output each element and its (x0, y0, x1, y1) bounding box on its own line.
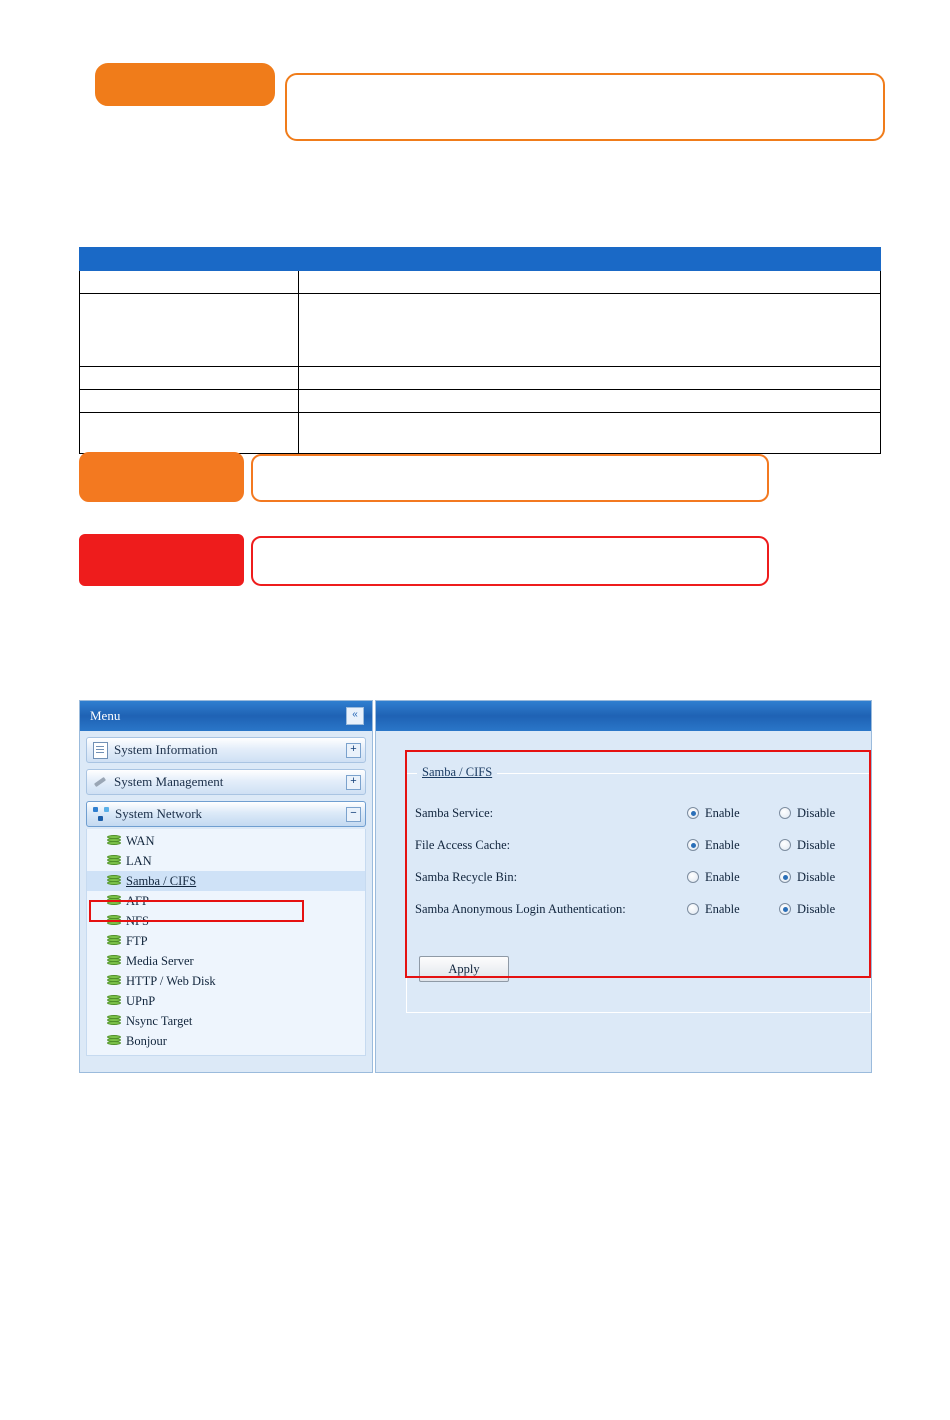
radio-icon[interactable] (687, 807, 699, 819)
setting-row-samba-anonymous-login (407, 898, 872, 920)
table-cell-value (299, 367, 881, 390)
callout-tab (79, 534, 244, 586)
sidebar-group-system-management[interactable] (86, 769, 366, 795)
sidebar-item-ftp[interactable] (87, 931, 365, 951)
disk-icon (107, 895, 121, 907)
disk-icon (107, 1035, 121, 1047)
menu-panel (79, 700, 373, 1073)
setting-label: Samba Recycle Bin: (415, 869, 518, 884)
radio-disable-file-access-cache[interactable] (779, 838, 835, 853)
sidebar-item-label: WAN (126, 833, 155, 848)
callout-body (285, 73, 885, 141)
callout-banner-warning (79, 534, 769, 586)
radio-icon[interactable] (779, 903, 791, 915)
radio-enable-samba-service[interactable] (687, 806, 740, 821)
content-body (376, 731, 871, 1072)
sidebar-item-media-server[interactable] (87, 951, 365, 971)
content-panel (375, 700, 872, 1073)
table-cell-label (80, 294, 299, 367)
radio-enable-samba-anonymous-login[interactable] (687, 902, 740, 917)
sidebar-submenu (86, 829, 366, 1056)
radio-label: Enable (705, 837, 740, 852)
expand-toggle-icon[interactable]: + (346, 775, 361, 790)
application-screenshot (79, 700, 872, 1073)
radio-label: Disable (797, 869, 836, 884)
table-cell-label (80, 271, 299, 294)
sidebar-group-system-information[interactable] (86, 737, 366, 763)
sidebar-item-lan[interactable] (87, 851, 365, 871)
disk-icon (107, 875, 121, 887)
menu-title: Menu (90, 708, 121, 723)
sidebar-item-upnp[interactable] (87, 991, 365, 1011)
table-row (80, 390, 881, 413)
network-icon (93, 807, 109, 821)
sidebar-item-nfs[interactable] (87, 911, 365, 931)
disk-icon (107, 835, 121, 847)
sidebar-group-label: System Network (115, 806, 203, 821)
radio-label: Enable (705, 869, 740, 884)
radio-label: Disable (797, 837, 836, 852)
radio-icon[interactable] (687, 903, 699, 915)
callout-banner-top (95, 63, 885, 141)
radio-label: Enable (705, 901, 740, 916)
table-cell-label (80, 390, 299, 413)
callout-tab (95, 63, 275, 106)
setting-row-samba-service (407, 802, 872, 824)
table-cell-value (299, 413, 881, 454)
fieldset-legend: Samba / CIFS (417, 765, 497, 780)
disk-icon (107, 855, 121, 867)
disk-icon (107, 975, 121, 987)
setting-label: Samba Service: (415, 805, 494, 820)
callout-body (251, 536, 769, 586)
document-icon (93, 742, 108, 759)
radio-icon[interactable] (779, 839, 791, 851)
table-cell-label (80, 413, 299, 454)
sidebar-item-wan[interactable] (87, 831, 365, 851)
disk-icon (107, 935, 121, 947)
sidebar-item-label: LAN (126, 853, 152, 868)
setting-label: File Access Cache: (415, 837, 511, 852)
callout-banner-note (79, 452, 769, 502)
menu-header (80, 701, 372, 731)
table-cell-value (299, 271, 881, 294)
table-header-row (80, 248, 881, 271)
radio-disable-samba-anonymous-login[interactable] (779, 902, 835, 917)
expand-toggle-icon[interactable]: + (346, 743, 361, 758)
spec-table (79, 247, 881, 454)
table-row (80, 367, 881, 390)
sidebar-item-bonjour[interactable] (87, 1031, 365, 1051)
sidebar-item-label: Bonjour (126, 1033, 167, 1048)
disk-icon (107, 915, 121, 927)
setting-row-samba-recycle-bin (407, 866, 872, 888)
radio-disable-samba-service[interactable] (779, 806, 835, 821)
radio-label: Enable (705, 805, 740, 820)
sidebar-item-afp[interactable] (87, 891, 365, 911)
sidebar-group-label: System Information (114, 742, 218, 757)
table-cell-value (299, 294, 881, 367)
sidebar-item-label: NFS (126, 913, 149, 928)
sidebar-group-system-network[interactable] (86, 801, 366, 827)
table-row (80, 294, 881, 367)
sidebar-item-nsync-target[interactable] (87, 1011, 365, 1031)
table-cell-value (299, 390, 881, 413)
setting-label: Samba Anonymous Login Authentication: (415, 901, 626, 916)
sidebar-item-label: AFP (126, 893, 149, 908)
sidebar-item-label: HTTP / Web Disk (126, 973, 216, 988)
sidebar-item-label: UPnP (126, 993, 156, 1008)
radio-icon[interactable] (687, 839, 699, 851)
radio-enable-samba-recycle-bin[interactable] (687, 870, 740, 885)
sidebar-item-label: Nsync Target (126, 1013, 193, 1028)
radio-label: Disable (797, 901, 836, 916)
content-header (376, 701, 871, 731)
table-header-cell (299, 248, 881, 271)
table-row (80, 413, 881, 454)
sidebar-item-http-web-disk[interactable] (87, 971, 365, 991)
sidebar-item-label: Samba / CIFS (126, 873, 197, 888)
apply-button[interactable]: Apply (419, 956, 509, 982)
disk-icon (107, 995, 121, 1007)
wrench-icon (93, 775, 108, 789)
table-header-cell (80, 248, 299, 271)
callout-body (251, 454, 769, 502)
samba-settings-fieldset (406, 765, 871, 1013)
table-row (80, 271, 881, 294)
disk-icon (107, 1015, 121, 1027)
radio-icon[interactable] (779, 871, 791, 883)
setting-row-file-access-cache (407, 834, 872, 856)
radio-icon[interactable] (779, 807, 791, 819)
radio-enable-file-access-cache[interactable] (687, 838, 740, 853)
sidebar-group-label: System Management (114, 774, 224, 789)
sidebar-item-label: Media Server (126, 953, 194, 968)
table-cell-label (80, 367, 299, 390)
disk-icon (107, 955, 121, 967)
sidebar-item-samba-cifs[interactable] (87, 871, 365, 891)
collapse-menu-icon[interactable]: « (346, 707, 364, 725)
collapse-toggle-icon[interactable]: − (346, 807, 361, 822)
radio-label: Disable (797, 805, 836, 820)
sidebar-item-label: FTP (126, 933, 148, 948)
callout-tab (79, 452, 244, 502)
radio-icon[interactable] (687, 871, 699, 883)
radio-disable-samba-recycle-bin[interactable] (779, 870, 835, 885)
